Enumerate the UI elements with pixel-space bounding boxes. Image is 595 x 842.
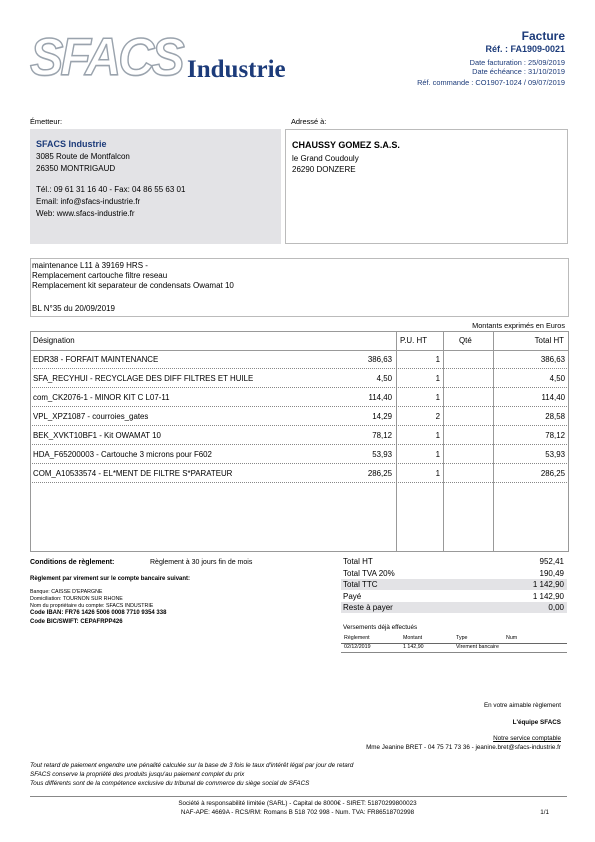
total-label: Total HT [343, 557, 373, 566]
vers-header-type: Type [456, 635, 468, 641]
cell-designation: com_CK2076-1 - MINOR KIT C L07-11 [33, 393, 170, 402]
row-separator [32, 425, 567, 426]
invoice-title: Facture [521, 29, 565, 43]
conditions-value: Règlement à 30 jours fin de mois [150, 559, 253, 566]
signature-line2: L'équipe SFACS [512, 719, 561, 726]
footer-rule [30, 796, 567, 797]
montants-label: Montants exprimés en Euros [472, 321, 565, 330]
destinataire-addr1: le Grand Coudouly [292, 154, 359, 163]
emetteur-addr2: 26350 MONTRIGAUD [36, 164, 116, 173]
note-line3: Remplacement kit separateur de condensats Owamat 10 [32, 281, 234, 290]
total-label: Reste à payer [343, 603, 393, 612]
total-value: 1 142,90 [532, 580, 564, 589]
cell-total: 286,25 [540, 469, 565, 478]
invoice-date: Date facturation : 25/09/2019 [469, 58, 565, 67]
legal-line2: SFACS conserve la propriété des produits jusqu'au paiement complet du prix [30, 771, 245, 778]
cell-qte: 1 [435, 469, 440, 478]
note-bl: BL N°35 du 20/09/2019 [32, 304, 115, 313]
row-separator [32, 463, 567, 464]
vers-type: Virement bancaire [456, 644, 499, 650]
table-row [31, 389, 568, 407]
table-row [31, 370, 568, 388]
row-separator [32, 387, 567, 388]
emetteur-name: SFACS Industrie [36, 139, 107, 149]
logo-industrie: Industrie [187, 56, 286, 83]
total-value: 952,41 [539, 557, 564, 566]
cell-pu: 114,40 [368, 393, 392, 402]
cell-designation: BEK_XVKT10BF1 - Kit OWAMAT 10 [33, 431, 161, 440]
iban: Code IBAN: FR76 1426 5006 0008 7710 9354 338 [30, 610, 167, 616]
legal-line3: Tous différents sont de la compétence exclusive du tribunal de commerce du siège social de SFACS [30, 780, 310, 787]
bank-domiciliation: Domiciliation: TOURNON SUR RHONE [30, 596, 123, 602]
emetteur-web: Web: www.sfacs-industrie.fr [36, 209, 135, 218]
cell-pu: 4,50 [376, 374, 392, 383]
header-pu: P.U. HT [400, 336, 428, 345]
cell-qte: 1 [435, 431, 440, 440]
cell-pu: 14,29 [372, 412, 392, 421]
row-separator [32, 444, 567, 445]
total-label: Payé [343, 591, 362, 601]
note-line1: maintenance L11 à 39169 HRS - [32, 261, 148, 270]
cell-qte: 1 [435, 374, 440, 383]
total-row [341, 579, 567, 590]
row-separator [32, 482, 567, 483]
total-row [341, 602, 567, 613]
cell-qte: 2 [435, 412, 440, 421]
emetteur-tel: Tél.: 09 61 31 16 40 - Fax: 04 86 55 63 01 [36, 185, 186, 194]
total-row [341, 591, 567, 602]
total-value: 190,49 [539, 568, 564, 578]
note-line2: Remplacement cartouche filtre reseau [32, 271, 168, 280]
items-table [30, 331, 569, 552]
cell-total: 78,12 [545, 431, 565, 440]
cell-designation: SFA_RECYHUI - RECYCLAGE DES DIFF FILTRES ET HUILE [33, 374, 254, 383]
versements-header [341, 635, 567, 644]
total-label: Total TTC [343, 580, 378, 589]
cell-total: 386,63 [540, 355, 565, 364]
row-separator [32, 406, 567, 407]
vers-header-reg: Règlement [344, 635, 370, 641]
cell-qte: 1 [435, 355, 440, 364]
cell-pu: 386,63 [367, 355, 392, 364]
destinataire-box [285, 129, 568, 244]
table-row [31, 446, 568, 464]
emetteur-label: Émetteur: [30, 117, 63, 126]
signature-line4: Mme Jeanine BRET - 04 75 71 73 36 - jeanine.bret@sfacs-industrie.fr [366, 744, 561, 751]
cell-pu: 78,12 [372, 431, 392, 440]
signature-line1: En votre aimable règlement [483, 702, 561, 709]
signature-line3: Notre service comptable [493, 735, 561, 742]
footer-line2: NAF-APE: 4669A - RCS/RM: Romans B 518 702 998 - Num. TVA: FR86518702998 [180, 809, 415, 816]
emetteur-addr1: 3085 Route de Montfalcon [36, 152, 130, 161]
vers-header-mont: Montant [403, 635, 423, 641]
table-header [31, 332, 568, 351]
due-date: Date échéance : 31/10/2019 [472, 67, 565, 76]
cell-designation: COM_A10533574 - EL*MENT DE FILTRE S*PARATEUR [33, 469, 233, 478]
cell-designation: VPL_XPZ1087 - courroies_gates [33, 412, 149, 421]
emetteur-email: Email: info@sfacs-industrie.fr [36, 197, 141, 206]
total-row [341, 568, 567, 579]
cell-pu: 53,93 [372, 450, 392, 459]
footer-line1: Société à responsabilité limitée (SARL) - Capital de 8000€ - SIRET: 51870299800023 [178, 800, 417, 807]
header-designation: Désignation [33, 336, 75, 345]
page-number: 1/1 [540, 809, 549, 816]
cell-total: 28,58 [545, 412, 565, 421]
cell-pu: 286,25 [367, 469, 392, 478]
total-row [341, 556, 567, 567]
cell-total: 4,50 [549, 374, 565, 383]
header-total: Total HT [534, 336, 564, 345]
cell-qte: 1 [435, 450, 440, 459]
total-label: Total TVA 20% [343, 568, 395, 578]
cell-total: 53,93 [545, 450, 565, 459]
vers-reg: 02/12/2019 [344, 644, 371, 650]
table-row [31, 427, 568, 445]
table-row [31, 408, 568, 426]
total-value: 1 142,90 [532, 591, 564, 601]
order-ref: Réf. commande : CO1907-1024 / 09/07/2019 [417, 78, 565, 87]
versements-row [341, 644, 567, 653]
cell-designation: HDA_F65200003 - Cartouche 3 microns pour F602 [33, 450, 212, 459]
versements-title: Versements déjà effectués [343, 624, 418, 631]
vers-header-num: Num [506, 635, 518, 641]
row-separator [32, 368, 567, 369]
header-qte: Qté [459, 336, 472, 345]
bank-name: Banque: CAISSE D'EPARGNE [30, 589, 103, 595]
cell-total: 114,40 [541, 393, 565, 402]
account-owner: Nom du propriétaire du compte: SFACS INDUSTRIE [30, 603, 154, 609]
destinataire-addr2: 26290 DONZERE [292, 165, 356, 174]
virement-label: Règlement par virement sur le compte bancaire suivant: [30, 576, 191, 582]
conditions-label: Conditions de règlement: [30, 559, 115, 566]
destinataire-name: CHAUSSY GOMEZ S.A.S. [292, 140, 400, 150]
total-value: 0,00 [548, 603, 564, 612]
emetteur-box [30, 129, 281, 244]
legal-line1: Tout retard de paiement engendre une pénalité calculée sur la base de 3 fois le taux d'intérêt légal par jour de retard [30, 762, 354, 769]
bic: Code BIC/SWIFT: CEPAFRPP426 [30, 619, 123, 625]
note-box [30, 258, 569, 317]
destinataire-label: Adressé à: [291, 117, 327, 126]
logo-sfacs: SFACS [30, 27, 182, 87]
vers-mont: 1 142,90 [403, 644, 424, 650]
cell-designation: EDR38 - FORFAIT MAINTENANCE [33, 355, 159, 364]
invoice-ref: Réf. : FA1909-0021 [485, 44, 565, 54]
cell-qte: 1 [435, 393, 440, 402]
table-row [31, 465, 568, 483]
table-row [31, 351, 568, 369]
